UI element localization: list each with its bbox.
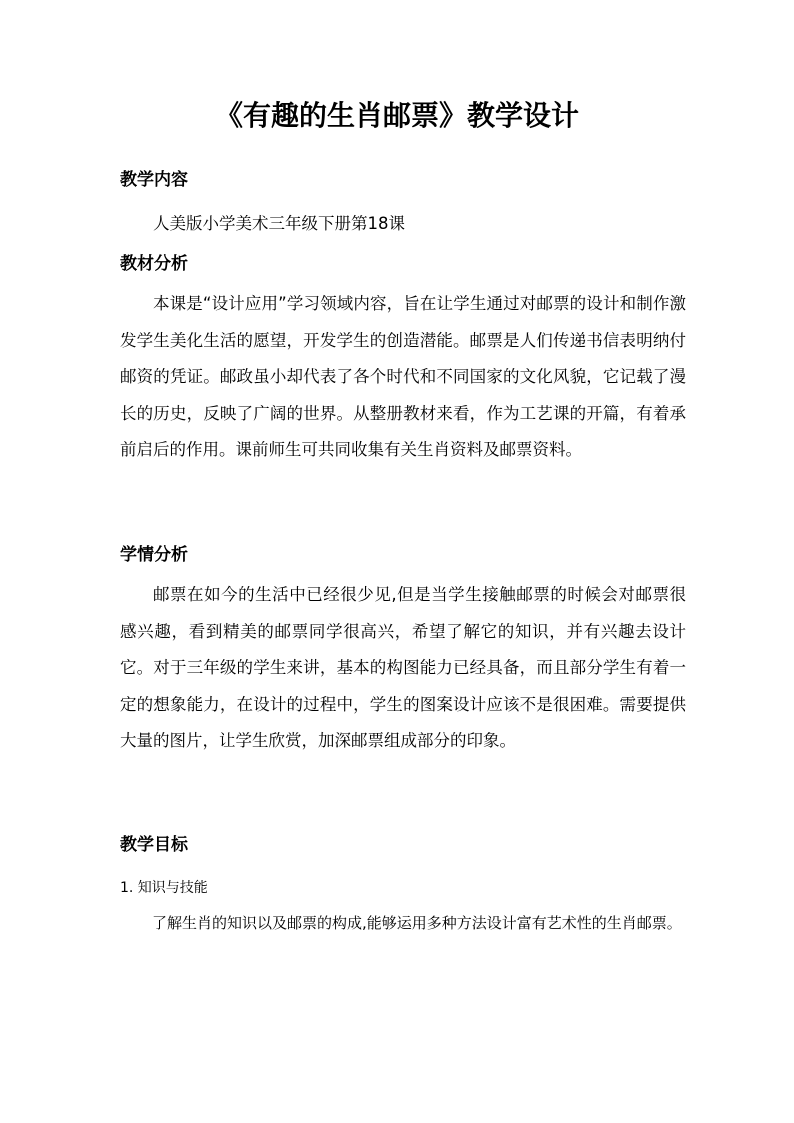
goal-item-1-title: 1. 知识与技能 [120, 880, 208, 896]
heading-teaching-goals: 教学目标 [120, 835, 188, 855]
heading-student-analysis: 学情分析 [120, 545, 188, 565]
student-analysis-text: 邮票在如今的生活中已经很少见,但是当学生接触邮票的时候会对邮票很感兴趣，看到精美的邮票同学很高兴，希望了解它的知识，并有兴趣去设计它。对于三年级的学生来讲，基本的构图能力已经具备，而且部分学生有着一定的想象能力，在设计的过程中，学生的图案设计应该不是很困难。需要提供大量的图片，让学生欣赏，加深邮票组成部分的印象。 [120, 585, 686, 751]
goal-item-1-text: 了解生肖的知识以及邮票的构成,能够运用多种方法设计富有艺术性的生肖邮票。 [152, 914, 682, 932]
teaching-content-text: 人美版小学美术三年级下册第18课 [153, 214, 405, 233]
heading-material-analysis: 教材分析 [120, 254, 188, 274]
material-analysis-text: 本课是“设计应用”学习领域内容，旨在让学生通过对邮票的设计和制作激发学生美化生活的愿望，开发学生的创造潜能。邮票是人们传递书信表明纳付邮资的凭证。邮政虽小却代表了各个时代和不同国家的文化风貌，它记载了漫长的历史，反映了广阔的世界。从整册教材来看，作为工艺课的开篇，有着承前启后的作用。课前师生可共同收集有关生肖资料及邮票资料。 [120, 294, 686, 460]
heading-teaching-content: 教学内容 [120, 170, 188, 190]
document-title: 《有趣的生肖邮票》教学设计 [214, 99, 579, 132]
